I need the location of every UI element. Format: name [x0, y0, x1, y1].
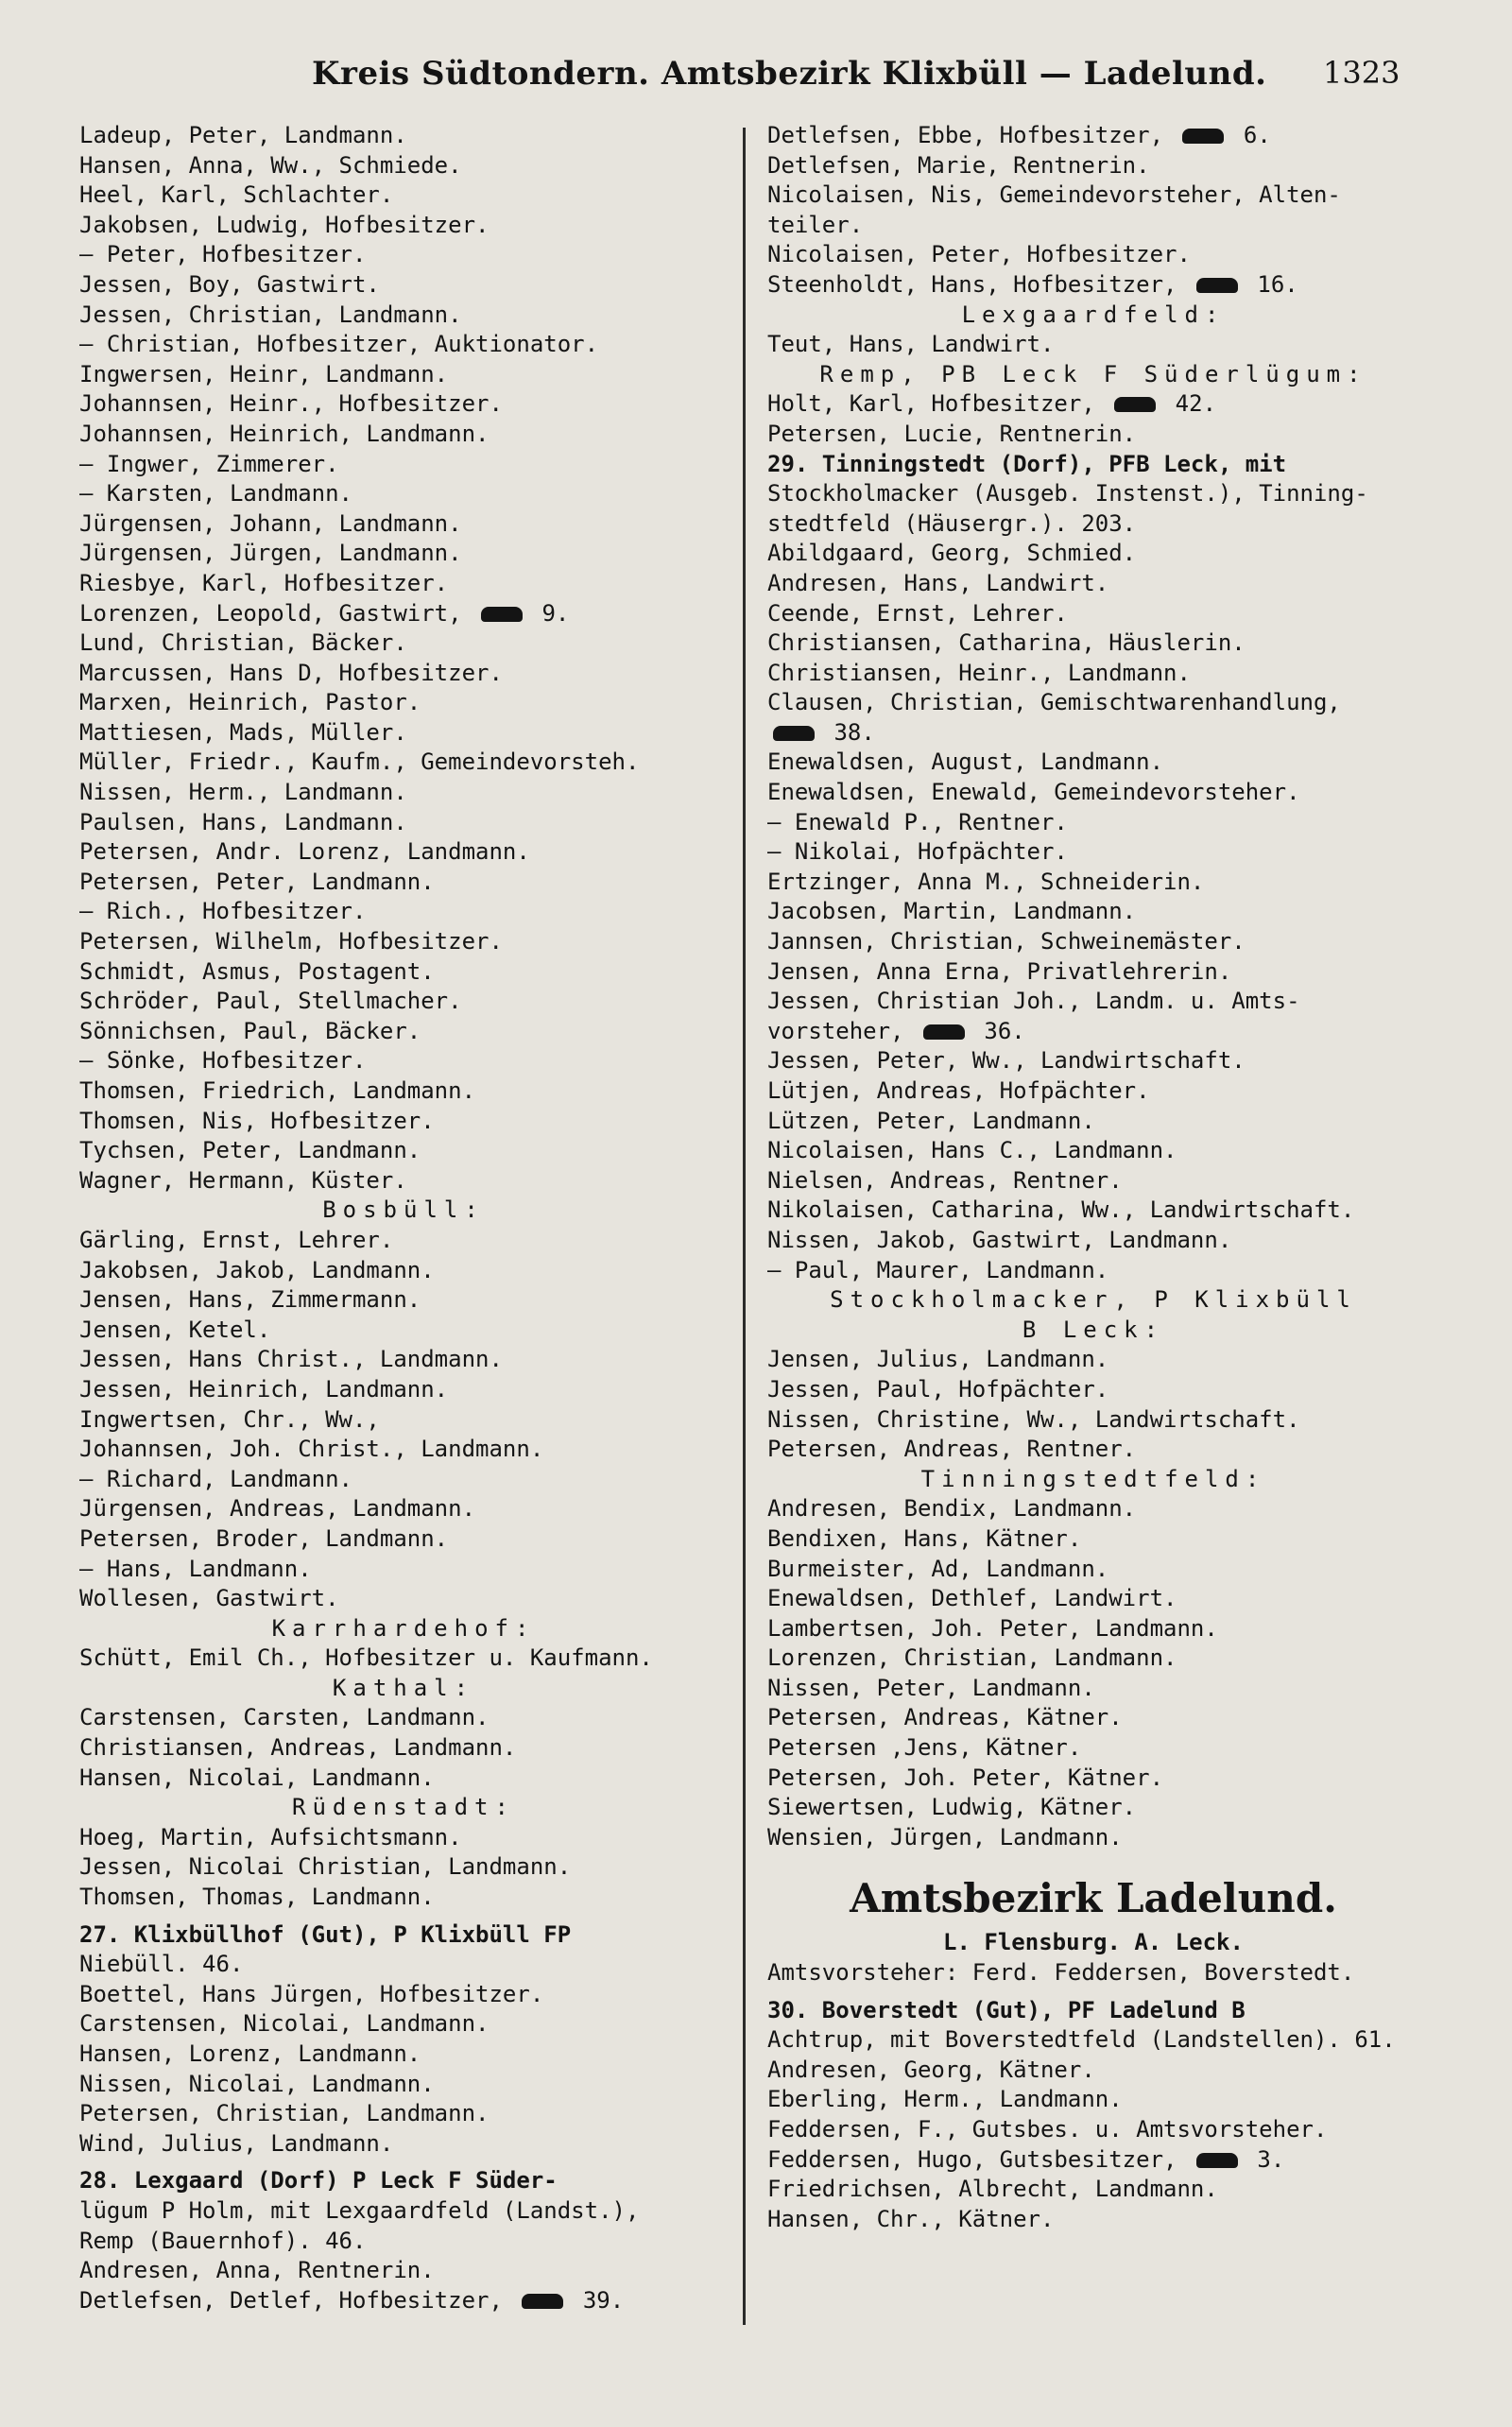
place-heading: 29. Tinningstedt (Dorf), PFB Leck, mit — [767, 450, 1287, 477]
directory-entry: Ingwertsen, Chr., Ww., — [79, 1405, 380, 1433]
directory-entry: Enewaldsen, August, Landmann. — [767, 749, 1164, 776]
directory-entry: Heel, Karl, Schlachter. — [79, 181, 394, 209]
directory-entry: — Sönke, Hofbesitzer. — [79, 1047, 367, 1075]
directory-entry: Teut, Hans, Landwirt. — [767, 331, 1055, 358]
directory-entry: Boettel, Hans Jürgen, Hofbesitzer. — [79, 1980, 544, 2007]
left-column — [79, 121, 728, 2315]
directory-entry: Detlefsen, Detlef, Hofbesitzer, 39. — [79, 2286, 625, 2314]
directory-entry: Petersen, Wilhelm, Hofbesitzer. — [79, 928, 503, 955]
place-heading: 27. Klixbüllhof (Gut), P Klixbüll FP — [79, 1920, 572, 1948]
section-title: Amtsbezirk Ladelund. — [850, 1875, 1337, 1922]
locality-heading: Rüdenstadt: — [292, 1794, 515, 1821]
directory-entry: Abildgaard, Georg, Schmied. — [767, 540, 1137, 567]
directory-entry: Carstensen, Carsten, Landmann. — [79, 1704, 490, 1731]
directory-entry: Paulsen, Hans, Landmann. — [79, 808, 407, 835]
telephone-icon — [522, 2294, 563, 2309]
directory-entry: Nissen, Herm., Landmann. — [79, 779, 407, 806]
locality-heading: Lexgaardfeld: — [961, 301, 1226, 328]
section-official: Amtsvorsteher: Ferd. Feddersen, Boverstedt. — [767, 1959, 1355, 1987]
locality-heading: Karrhardehof: — [271, 1614, 536, 1642]
directory-entry: Christiansen, Andreas, Landmann. — [79, 1734, 517, 1762]
right-column — [767, 121, 1419, 2234]
locality-heading: Remp, PB Leck F Süderlügum: — [819, 360, 1367, 387]
directory-entry: Petersen, Peter, Landmann. — [79, 868, 435, 895]
directory-entry: Wind, Julius, Landmann. — [79, 2129, 394, 2157]
directory-entry: — Nikolai, Hofpächter. — [767, 838, 1068, 866]
directory-entry: Friedrichsen, Albrecht, Landmann. — [767, 2176, 1218, 2203]
directory-entry: Jannsen, Christian, Schweinemäster. — [767, 928, 1246, 955]
directory-entry: Marcussen, Hans D, Hofbesitzer. — [79, 659, 503, 686]
directory-entry: vorsteher, 36. — [767, 1017, 1025, 1044]
directory-entry: Petersen, Andreas, Rentner. — [767, 1436, 1137, 1463]
directory-entry: Hansen, Anna, Ww., Schmiede. — [79, 151, 462, 179]
directory-entry: Schütt, Emil Ch., Hofbesitzer u. Kaufmann. — [79, 1644, 653, 1672]
directory-entry: — Ingwer, Zimmerer. — [79, 450, 339, 477]
directory-entry: Nissen, Jakob, Gastwirt, Landmann. — [767, 1226, 1232, 1253]
directory-entry: Thomsen, Thomas, Landmann. — [79, 1884, 435, 1911]
directory-entry: Carstensen, Nicolai, Landmann. — [79, 2010, 490, 2038]
directory-entry: Jensen, Hans, Zimmermann. — [79, 1286, 421, 1314]
directory-entry: Stockholmacker (Ausgeb. Instenst.), Tinning- — [767, 480, 1368, 508]
telephone-icon — [1196, 278, 1238, 293]
directory-entry: Petersen, Lucie, Rentnerin. — [767, 420, 1137, 447]
locality-heading: Bosbüll: — [322, 1196, 485, 1224]
directory-entry: Christiansen, Heinr., Landmann. — [767, 659, 1191, 686]
telephone-icon — [923, 1024, 965, 1040]
directory-entry: Jessen, Peter, Ww., Landwirtschaft. — [767, 1047, 1246, 1075]
locality-heading: Tinningstedtfeld: — [920, 1465, 1266, 1492]
directory-entry: — Hans, Landmann. — [79, 1555, 312, 1582]
directory-entry: — Enewald P., Rentner. — [767, 808, 1068, 835]
column-divider — [743, 128, 746, 2325]
directory-entry: Nicolaisen, Nis, Gemeindevorsteher, Alten- — [767, 181, 1341, 209]
directory-entry: Wollesen, Gastwirt. — [79, 1585, 339, 1612]
directory-entry: — Paul, Maurer, Landmann. — [767, 1256, 1109, 1283]
directory-entry: Enewaldsen, Dethlef, Landwirt. — [767, 1585, 1177, 1612]
directory-entry: Jessen, Christian Joh., Landm. u. Amts- — [767, 988, 1300, 1015]
directory-entry: lügum P Holm, mit Lexgaardfeld (Landst.), — [79, 2196, 640, 2224]
directory-entry: Lütjen, Andreas, Hofpächter. — [767, 1077, 1150, 1104]
directory-entry: Johannsen, Joh. Christ., Landmann. — [79, 1436, 544, 1463]
directory-entry: Lützen, Peter, Landmann. — [767, 1107, 1095, 1134]
directory-entry: Jensen, Ketel. — [79, 1316, 271, 1343]
directory-entry: Lambertsen, Joh. Peter, Landmann. — [767, 1614, 1218, 1642]
locality-heading: B Leck: — [1022, 1316, 1165, 1343]
directory-entry: Jessen, Heinrich, Landmann. — [79, 1375, 449, 1403]
directory-entry: Feddersen, F., Gutsbes. u. Amtsvorsteher. — [767, 2116, 1328, 2143]
directory-entry: Petersen ,Jens, Kätner. — [767, 1734, 1082, 1762]
directory-entry: Siewertsen, Ludwig, Kätner. — [767, 1794, 1137, 1821]
directory-entry: Remp (Bauernhof). 46. — [79, 2227, 367, 2254]
directory-entry: Lund, Christian, Bäcker. — [79, 629, 407, 657]
directory-entry: Jessen, Paul, Hofpächter. — [767, 1375, 1109, 1403]
directory-entry: 38. — [767, 718, 1419, 749]
directory-entry: Andresen, Bendix, Landmann. — [767, 1495, 1137, 1523]
directory-entry: — Richard, Landmann. — [79, 1465, 352, 1492]
directory-entry: Bendixen, Hans, Kätner. — [767, 1524, 1082, 1552]
directory-entry: Detlefsen, Marie, Rentnerin. — [767, 151, 1150, 179]
directory-entry: — Peter, Hofbesitzer. — [79, 241, 367, 268]
directory-entry: Hoeg, Martin, Aufsichtsmann. — [79, 1823, 462, 1850]
directory-entry: Thomsen, Friedrich, Landmann. — [79, 1077, 476, 1104]
directory-entry: Jessen, Boy, Gastwirt. — [79, 270, 380, 298]
directory-entry: Burmeister, Ad, Landmann. — [767, 1555, 1109, 1582]
directory-entry: Schröder, Paul, Stellmacher. — [79, 988, 462, 1015]
place-heading: 30. Boverstedt (Gut), PF Ladelund B — [767, 1996, 1246, 2023]
page-header — [0, 45, 1512, 112]
locality-heading: Kathal: — [332, 1674, 475, 1701]
directory-entry: Jürgensen, Johann, Landmann. — [79, 509, 462, 537]
directory-entry: Andresen, Georg, Kätner. — [767, 2056, 1095, 2083]
directory-entry: Jakobsen, Ludwig, Hofbesitzer. — [79, 211, 490, 238]
directory-entry: Nikolaisen, Catharina, Ww., Landwirtschaft. — [767, 1196, 1355, 1224]
directory-entry: Hansen, Nicolai, Landmann. — [79, 1764, 435, 1791]
directory-entry: Eberling, Herm., Landmann. — [767, 2086, 1123, 2113]
directory-entry: Gärling, Ernst, Lehrer. — [79, 1226, 394, 1253]
directory-entry: Achtrup, mit Boverstedtfeld (Landstellen). 61. — [767, 2026, 1396, 2054]
directory-entry: Nicolaisen, Peter, Hofbesitzer. — [767, 241, 1191, 268]
directory-entry: Ingwersen, Heinr, Landmann. — [79, 360, 449, 387]
directory-entry: — Rich., Hofbesitzer. — [79, 898, 367, 925]
directory-entry: Nielsen, Andreas, Rentner. — [767, 1166, 1123, 1194]
directory-entry: Niebüll. 46. — [79, 1951, 244, 1978]
directory-entry: Jessen, Christian, Landmann. — [79, 301, 462, 328]
directory-entry: Jessen, Hans Christ., Landmann. — [79, 1346, 503, 1373]
page-number: 1323 — [1323, 55, 1400, 91]
directory-entry: Jakobsen, Jakob, Landmann. — [79, 1256, 435, 1283]
directory-entry: Andresen, Hans, Landwirt. — [767, 569, 1109, 596]
directory-entry: Holt, Karl, Hofbesitzer, 42. — [767, 390, 1217, 418]
directory-entry: Johannsen, Heinrich, Landmann. — [79, 420, 490, 447]
directory-entry: Feddersen, Hugo, Gutsbesitzer, 3. — [767, 2145, 1285, 2173]
directory-entry: Petersen, Christian, Landmann. — [79, 2100, 490, 2127]
directory-entry: Christiansen, Catharina, Häuslerin. — [767, 629, 1246, 657]
directory-entry: Jacobsen, Martin, Landmann. — [767, 898, 1137, 925]
directory-entry: teiler. — [767, 211, 864, 238]
directory-entry: — Christian, Hofbesitzer, Auktionator. — [79, 331, 599, 358]
directory-entry: Lorenzen, Leopold, Gastwirt, 9. — [79, 599, 570, 627]
directory-entry: Riesbye, Karl, Hofbesitzer. — [79, 569, 449, 596]
directory-entry: Nicolaisen, Hans C., Landmann. — [767, 1137, 1177, 1164]
directory-entry: Nissen, Nicolai, Landmann. — [79, 2070, 435, 2097]
directory-entry: Schmidt, Asmus, Postagent. — [79, 957, 435, 985]
directory-entry: Ceende, Ernst, Lehrer. — [767, 599, 1068, 627]
directory-entry: — Karsten, Landmann. — [79, 480, 352, 508]
directory-entry: Johannsen, Heinr., Hofbesitzer. — [79, 390, 503, 418]
directory-entry: Jensen, Anna Erna, Privatlehrerin. — [767, 957, 1232, 985]
directory-entry: Ladeup, Peter, Landmann. — [79, 122, 407, 148]
directory-entry: Wensien, Jürgen, Landmann. — [767, 1823, 1123, 1850]
directory-entry: Jensen, Julius, Landmann. — [767, 1346, 1109, 1373]
section-subtitle: L. Flensburg. A. Leck. — [943, 1929, 1244, 1956]
directory-entry: Wagner, Hermann, Küster. — [79, 1166, 407, 1194]
directory-entry: Nissen, Peter, Landmann. — [767, 1674, 1095, 1701]
telephone-icon — [1196, 2153, 1238, 2168]
directory-entry: Hansen, Chr., Kätner. — [767, 2205, 1055, 2232]
directory-entry: Petersen, Joh. Peter, Kätner. — [767, 1764, 1164, 1791]
directory-entry: Müller, Friedr., Kaufm., Gemeindevorsteh. — [79, 749, 640, 776]
directory-entry: Petersen, Andreas, Kätner. — [767, 1704, 1123, 1731]
directory-entry: Steenholdt, Hans, Hofbesitzer, 16. — [767, 270, 1298, 298]
directory-entry: Petersen, Broder, Landmann. — [79, 1524, 449, 1552]
directory-entry: Jürgensen, Jürgen, Landmann. — [79, 540, 462, 567]
directory-entry: stedtfeld (Häusergr.). 203. — [767, 509, 1137, 537]
directory-entry: Marxen, Heinrich, Pastor. — [79, 689, 421, 716]
place-heading: 28. Lexgaard (Dorf) P Leck F Süder- — [79, 2167, 558, 2195]
directory-entry: Thomsen, Nis, Hofbesitzer. — [79, 1107, 435, 1134]
telephone-icon — [773, 726, 815, 741]
telephone-icon — [1182, 129, 1224, 144]
directory-entry: Sönnichsen, Paul, Bäcker. — [79, 1017, 421, 1044]
directory-entry: Clausen, Christian, Gemischtwarenhandlung, — [767, 689, 1341, 716]
directory-entry: Petersen, Andr. Lorenz, Landmann. — [79, 838, 530, 866]
directory-entry: Detlefsen, Ebbe, Hofbesitzer, 6. — [767, 122, 1271, 148]
running-header: Kreis Südtondern. Amtsbezirk Klixbüll — Ladelund. — [312, 55, 1267, 93]
telephone-icon — [481, 607, 523, 622]
telephone-icon — [1114, 397, 1156, 412]
locality-heading: Stockholmacker, P Klixbüll — [830, 1286, 1357, 1314]
directory-entry: Tychsen, Peter, Landmann. — [79, 1137, 421, 1164]
spacer — [767, 1852, 1419, 1869]
directory-entry: Jürgensen, Andreas, Landmann. — [79, 1495, 476, 1523]
directory-entry: Jessen, Nicolai Christian, Landmann. — [79, 1853, 572, 1881]
spacer — [767, 1988, 1419, 1996]
directory-entry: Nissen, Christine, Ww., Landwirtschaft. — [767, 1405, 1300, 1433]
directory-entry: Andresen, Anna, Rentnerin. — [79, 2257, 435, 2284]
directory-entry: Hansen, Lorenz, Landmann. — [79, 2040, 421, 2067]
directory-entry: Ertzinger, Anna M., Schneiderin. — [767, 868, 1205, 895]
directory-entry: Lorenzen, Christian, Landmann. — [767, 1644, 1177, 1672]
directory-entry: Enewaldsen, Enewald, Gemeindevorsteher. — [767, 779, 1300, 806]
directory-entry: Mattiesen, Mads, Müller. — [79, 718, 407, 746]
